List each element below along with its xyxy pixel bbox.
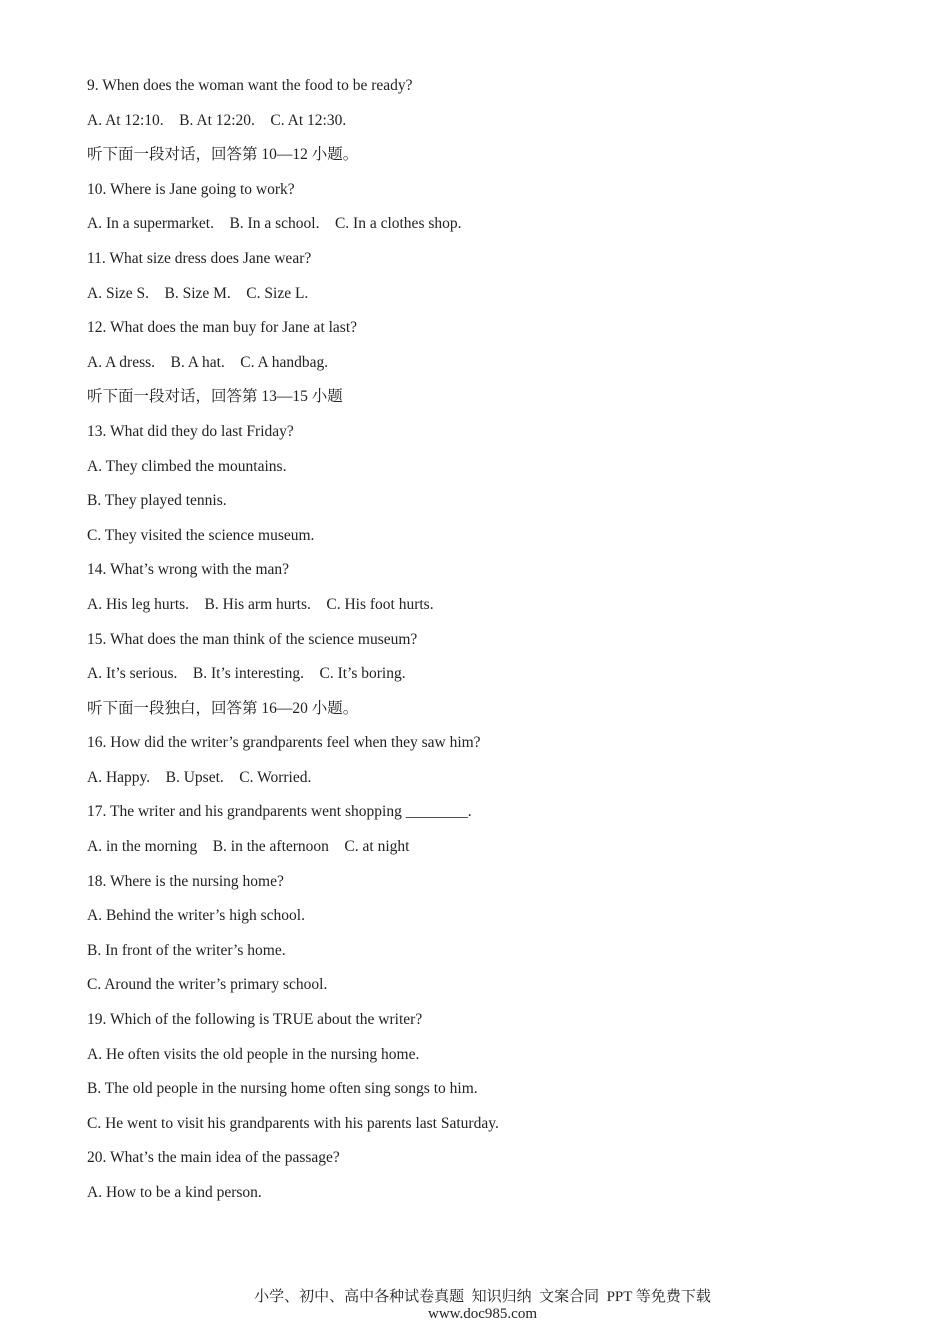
section-instruction-13-15: 听下面一段对话，回答第 13—15 小题 bbox=[87, 388, 343, 406]
question-17: 17. The writer and his grandparents went shopping ________. bbox=[87, 803, 472, 821]
footer-url: www.doc985.com bbox=[427, 1306, 537, 1322]
option-18-a: A. Behind the writer’s high school. bbox=[87, 907, 305, 925]
options-12: A. A dress. B. A hat. C. A handbag. bbox=[87, 353, 329, 371]
options-11: A. Size S. B. Size M. C. Size L. bbox=[87, 284, 309, 302]
options-10: A. In a supermarket. B. In a school. C. In a clothes shop. bbox=[87, 215, 462, 233]
option-13-b: B. They played tennis. bbox=[87, 492, 227, 510]
option-19-a: A. He often visits the old people in the nursing home. bbox=[87, 1045, 420, 1063]
option-18-c: C. Around the writer’s primary school. bbox=[87, 976, 328, 994]
footer-text: 小学、初中、高中各种试卷真题 知识归纳 文案合同 PPT 等免费下载 bbox=[254, 1289, 711, 1305]
options-16: A. Happy. B. Upset. C. Worried. bbox=[87, 768, 312, 786]
option-13-a: A. They climbed the mountains. bbox=[87, 457, 287, 475]
question-12: 12. What does the man buy for Jane at last? bbox=[87, 319, 358, 337]
page-footer bbox=[0, 1268, 950, 1340]
section-instruction-16-20: 听下面一段独白，回答第 16—20 小题。 bbox=[87, 699, 359, 717]
option-20-a: A. How to be a kind person. bbox=[87, 1184, 262, 1201]
question-list bbox=[87, 74, 887, 1216]
options-17: A. in the morning B. in the afternoon C. at night bbox=[87, 838, 410, 856]
options-14: A. His leg hurts. B. His arm hurts. C. His foot hurts. bbox=[87, 595, 434, 613]
question-18: 18. Where is the nursing home? bbox=[87, 872, 284, 890]
option-18-b: B. In front of the writer’s home. bbox=[87, 941, 286, 959]
options-15: A. It’s serious. B. It’s interesting. C. It’s boring. bbox=[87, 665, 406, 683]
question-15: 15. What does the man think of the science museum? bbox=[87, 630, 418, 648]
option-19-c: C. He went to visit his grandparents with his parents last Saturday. bbox=[87, 1114, 499, 1132]
options-9: A. At 12:10. B. At 12:20. C. At 12:30. bbox=[87, 111, 347, 129]
question-13: 13. What did they do last Friday? bbox=[87, 422, 294, 440]
question-19: 19. Which of the following is TRUE about the writer? bbox=[87, 1011, 423, 1029]
question-10: 10. Where is Jane going to work? bbox=[87, 180, 295, 198]
question-20: 20. What’s the main idea of the passage? bbox=[87, 1149, 340, 1167]
question-14: 14. What’s wrong with the man? bbox=[87, 561, 290, 579]
option-19-b: B. The old people in the nursing home often sing songs to him. bbox=[87, 1080, 478, 1098]
question-16: 16. How did the writer’s grandparents feel when they saw him? bbox=[87, 734, 481, 752]
question-9: 9. When does the woman want the food to be ready? bbox=[87, 77, 413, 94]
option-13-c: C. They visited the science museum. bbox=[87, 526, 315, 544]
question-11: 11. What size dress does Jane wear? bbox=[87, 249, 312, 267]
section-instruction-10-12: 听下面一段对话，回答第 10—12 小题。 bbox=[87, 146, 359, 164]
